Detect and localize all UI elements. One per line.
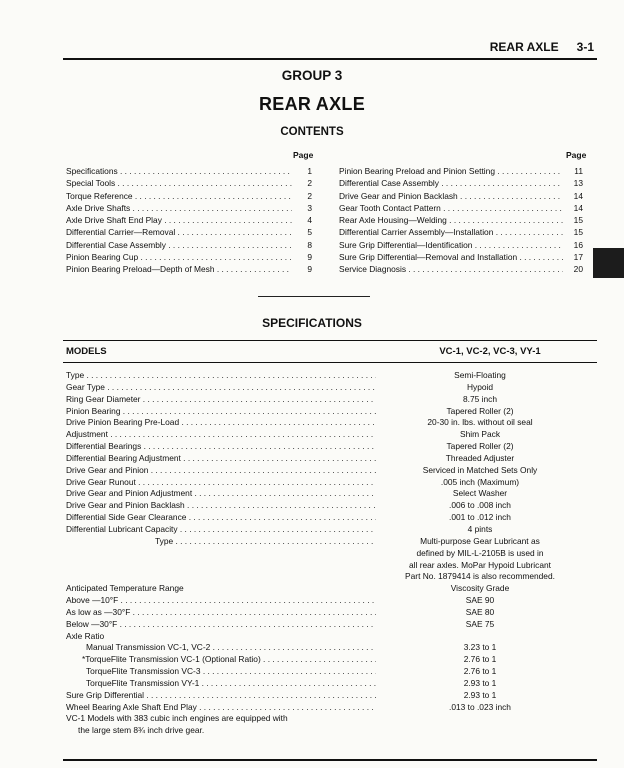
spec-row	[0, 536, 624, 548]
spec-value: Tapered Roller (2)	[446, 405, 514, 416]
spec-value: Serviced in Matched Sets Only	[422, 464, 538, 475]
toc-entry-page: 8	[307, 239, 312, 250]
spec-row	[0, 500, 624, 512]
spec-value: 4 pints	[467, 523, 493, 534]
spec-value: Part No. 1879414 is also recommended.	[405, 571, 555, 582]
toc-entry-page: 3	[307, 202, 312, 213]
spec-label: Ring Gear Diameter . . .	[66, 394, 376, 406]
toc-entry	[66, 263, 314, 275]
toc-entry-page: 4	[307, 215, 312, 226]
spec-label: the large stem 8¾ inch drive gear.	[78, 725, 205, 736]
spec-label: Adjustment . . .	[66, 429, 376, 441]
toc-entry-page: 15	[573, 227, 583, 238]
spec-label: VC-1 Models with 383 cubic inch engines are equipped with	[66, 713, 288, 724]
running-header-text	[490, 40, 594, 54]
toc-entry-label: Pinion Bearing Cup . . .	[66, 251, 292, 263]
toc-entry-label: Gear Tooth Contact Pattern . . .	[339, 202, 563, 214]
toc-entry-label: Differential Carrier Assembly—Installation . . .	[339, 226, 563, 238]
spec-label: Type . . .	[66, 370, 376, 382]
spec-value: 8.75 inch	[463, 393, 497, 404]
toc-entry-page: 13	[573, 178, 583, 189]
spec-row	[0, 583, 624, 595]
spec-label: TorqueFlite Transmission VC-3 . . .	[86, 666, 376, 678]
spec-row	[0, 607, 624, 619]
toc-entry	[339, 202, 584, 214]
header-page-number: 3-1	[576, 40, 594, 54]
toc-entry-label: Pinion Bearing Preload and Pinion Setting . . .	[339, 165, 563, 177]
spec-label: Differential Lubricant Capacity . . .	[66, 524, 376, 536]
toc-entry-page: 5	[307, 227, 312, 238]
toc-entry-label: Differential Carrier—Removal . . .	[66, 226, 292, 238]
toc-entry-label: Axle Drive Shafts . . .	[66, 202, 292, 214]
spec-label: As low as —30°F . . .	[66, 607, 376, 619]
toc-entry	[339, 165, 584, 177]
toc-entry-label: Service Diagnosis . . .	[339, 263, 563, 275]
toc-entry	[66, 165, 314, 177]
toc-entry-page: 11	[574, 166, 583, 176]
spec-label: Drive Gear and Pinion . . .	[66, 465, 376, 477]
header-rule	[63, 58, 597, 60]
spec-label: Differential Bearings . . .	[66, 441, 376, 453]
toc-entry	[66, 251, 314, 263]
spec-row	[0, 429, 624, 441]
toc-entry-page: 17	[573, 252, 583, 263]
spec-value: SAE 80	[465, 606, 495, 617]
spec-value: SAE 90	[465, 595, 495, 606]
spec-row	[0, 702, 624, 714]
running-header	[0, 0, 624, 60]
spec-value: Hypoid	[466, 381, 494, 392]
spec-row	[0, 477, 624, 489]
spec-value: Viscosity Grade	[450, 583, 510, 594]
toc-entry-page: 2	[307, 190, 312, 201]
toc-entry	[339, 214, 584, 226]
section-thumb-tab	[593, 248, 624, 278]
toc-entry-label: Sure Grip Differential—Removal and Installation . . .	[339, 251, 563, 263]
toc-entry-label: Drive Gear and Pinion Backlash . . .	[339, 190, 563, 202]
spec-value: 20-30 in. lbs. without oil seal	[427, 417, 533, 428]
spec-row	[0, 524, 624, 536]
spec-row	[0, 571, 624, 583]
toc-entry	[66, 226, 314, 238]
toc-left-column	[66, 165, 314, 276]
spec-label: Gear Type . . .	[66, 382, 376, 394]
spec-value: 2.76 to 1	[463, 654, 497, 665]
spec-value: Threaded Adjuster	[445, 452, 515, 463]
spec-value: 2.93 to 1	[463, 677, 497, 688]
spec-value: .001 to .012 inch	[449, 512, 511, 523]
spec-value: .006 to .008 inch	[449, 500, 511, 511]
toc-entry-label: Axle Drive Shaft End Play . . .	[66, 214, 292, 226]
toc-entry	[339, 239, 584, 251]
table-top-rule	[63, 340, 597, 341]
toc-entry-label: Sure Grip Differential—Identification . . .	[339, 239, 563, 251]
specifications-table	[0, 370, 624, 737]
spec-value: 3.23 to 1	[463, 642, 497, 653]
spec-row	[0, 441, 624, 453]
spec-row	[0, 382, 624, 394]
spec-label: Drive Gear Runout . . .	[66, 477, 376, 489]
spec-row	[0, 370, 624, 382]
header-section-title: REAR AXLE	[489, 40, 559, 54]
spec-value: .013 to .023 inch	[449, 701, 511, 712]
spec-row	[0, 713, 624, 725]
section-separator	[258, 296, 370, 297]
toc-entry	[339, 190, 584, 202]
specifications-heading: SPECIFICATIONS	[262, 316, 362, 330]
toc-entry	[339, 177, 584, 189]
spec-value: SAE 75	[465, 618, 495, 629]
spec-value: Multi-purpose Gear Lubricant as	[420, 535, 540, 546]
spec-row	[0, 406, 624, 418]
spec-row	[0, 417, 624, 429]
spec-row	[0, 512, 624, 524]
toc-entry	[339, 251, 584, 263]
toc-entry	[66, 239, 314, 251]
spec-value: Select Washer	[452, 488, 508, 499]
toc-right-column	[339, 165, 584, 276]
spec-label: Drive Gear and Pinion Adjustment . . .	[66, 488, 376, 500]
spec-row	[0, 666, 624, 678]
spec-label: Sure Grip Differential . . .	[66, 690, 376, 702]
spec-value: defined by MIL-L-2105B is used in	[416, 547, 544, 558]
spec-label: Differential Bearing Adjustment . . .	[66, 453, 376, 465]
spec-row	[0, 465, 624, 477]
spec-row	[0, 595, 624, 607]
toc-entry	[66, 202, 314, 214]
models-label: MODELS	[66, 346, 107, 357]
group-heading: GROUP 3	[281, 68, 343, 83]
spec-value: 2.93 to 1	[463, 689, 497, 700]
toc-entry-label: Torque Reference . . .	[66, 190, 292, 202]
spec-row	[0, 619, 624, 631]
toc-entry-page: 16	[573, 239, 583, 250]
spec-label: Above —10°F . . .	[66, 595, 376, 607]
toc-entry-label: Specifications . . .	[66, 165, 292, 177]
toc-entry-label: Differential Case Assembly . . .	[339, 177, 563, 189]
spec-label: Differential Side Gear Clearance . . .	[66, 512, 376, 524]
spec-label: Below —30°F . . .	[66, 619, 376, 631]
contents-heading: CONTENTS	[280, 126, 344, 138]
models-value: VC-1, VC-2, VC-3, VY-1	[439, 346, 541, 357]
spec-label: TorqueFlite Transmission VY-1 . . .	[86, 678, 376, 690]
table-header-rule	[63, 362, 597, 363]
spec-row	[0, 654, 624, 666]
toc-entry-page: 9	[307, 252, 312, 263]
spec-label: Drive Gear and Pinion Backlash . . .	[66, 500, 376, 512]
spec-row	[0, 642, 624, 654]
spec-row	[0, 394, 624, 406]
toc-entry-label: Special Tools . . .	[66, 177, 292, 189]
toc-entry-page: 20	[573, 264, 583, 275]
toc-entry-page: 2	[307, 178, 312, 189]
toc-entry	[339, 226, 584, 238]
spec-row	[0, 560, 624, 572]
toc-entry	[339, 263, 584, 275]
toc-entry	[66, 190, 314, 202]
toc-entry-label: Pinion Bearing Preload—Depth of Mesh . . .	[66, 263, 292, 275]
spec-row	[0, 548, 624, 560]
spec-label: Type . . .	[155, 536, 376, 548]
spec-value: 2.76 to 1	[463, 666, 497, 677]
spec-label: Drive Pinion Bearing Pre-Load . . .	[66, 417, 376, 429]
toc-entry-page: 14	[573, 190, 583, 201]
page-bottom-rule	[63, 759, 597, 761]
toc-entry-page: 9	[307, 264, 312, 275]
spec-row	[0, 631, 624, 643]
spec-row	[0, 690, 624, 702]
spec-row	[0, 488, 624, 500]
spec-label: *TorqueFlite Transmission VC-1 (Optional Ratio) . . .	[82, 654, 376, 666]
spec-value: Tapered Roller (2)	[446, 441, 514, 452]
toc-entry-label: Rear Axle Housing—Welding . . .	[339, 214, 563, 226]
spec-value: .005 inch (Maximum)	[440, 476, 520, 487]
spec-value: Semi-Floating	[454, 370, 506, 380]
spec-label: Manual Transmission VC-1, VC-2 . . .	[86, 642, 376, 654]
toc-entry-page: 1	[307, 166, 312, 176]
spec-label: Wheel Bearing Axle Shaft End Play . . .	[66, 702, 376, 714]
toc-entry-page: 14	[573, 202, 583, 213]
spec-label: Axle Ratio	[66, 630, 105, 641]
toc-right-page-header: Page	[566, 150, 587, 160]
toc-entry-page: 15	[573, 215, 583, 226]
spec-label: Anticipated Temperature Range	[66, 583, 184, 594]
spec-label: Pinion Bearing . . .	[66, 406, 376, 418]
toc-left-page-header: Page	[293, 150, 314, 160]
spec-row	[0, 678, 624, 690]
spec-value: Shim Pack	[459, 429, 501, 440]
spec-value: all rear axles. MoPar Hypoid Lubricant	[409, 559, 551, 570]
page-title: REAR AXLE	[258, 94, 366, 114]
spec-row	[0, 725, 624, 737]
toc-entry	[66, 214, 314, 226]
toc-entry	[66, 177, 314, 189]
toc-entry-label: Differential Case Assembly . . .	[66, 239, 292, 251]
spec-row	[0, 453, 624, 465]
